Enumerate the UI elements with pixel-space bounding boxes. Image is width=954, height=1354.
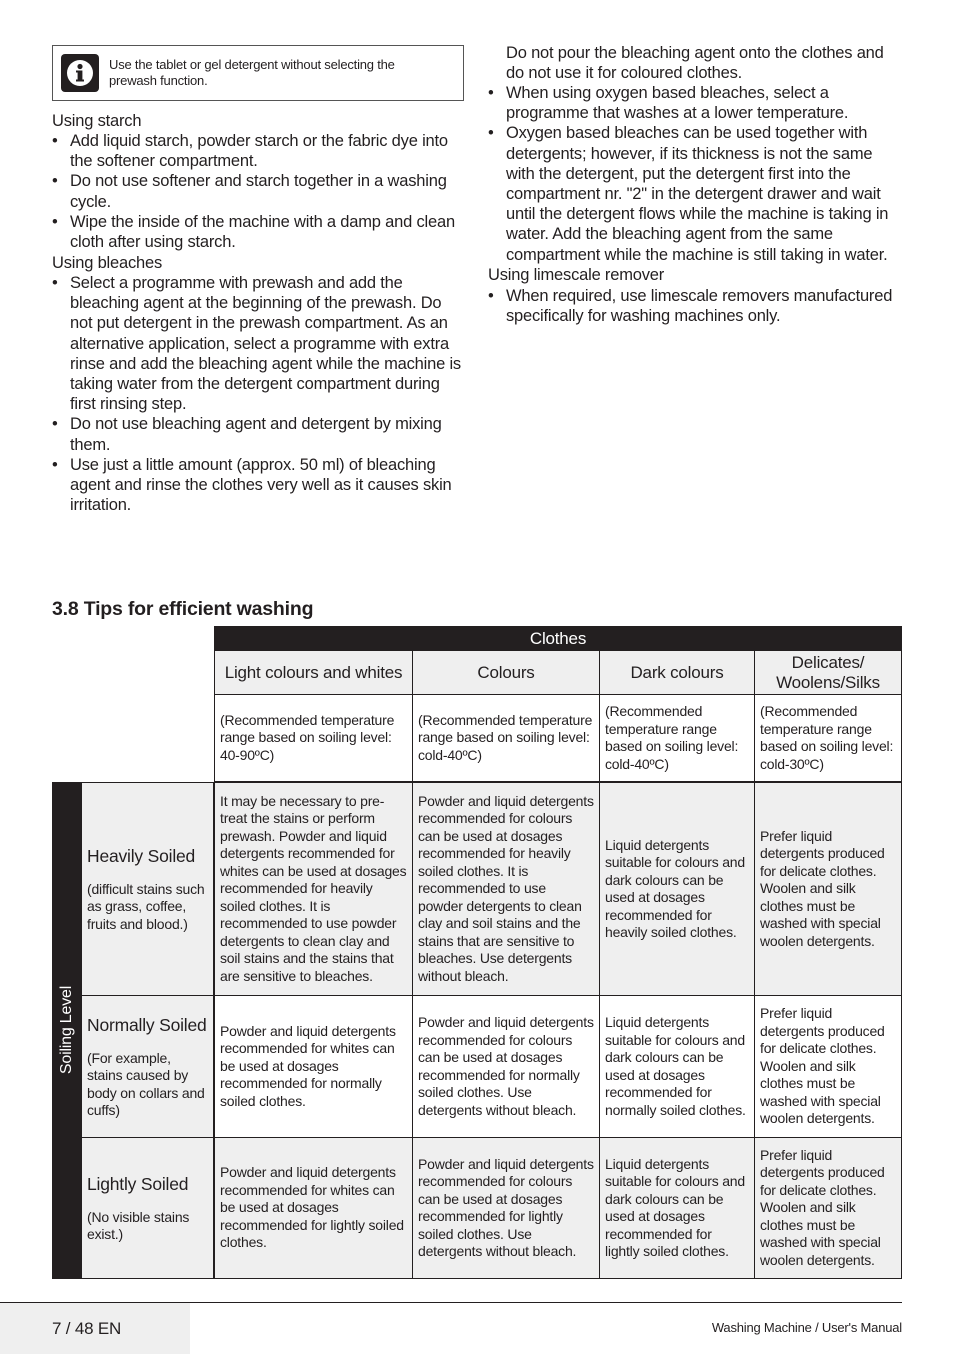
bleaches-heading: Using bleaches — [52, 254, 163, 272]
table-cell: Powder and liquid detergents recommended for whites can be used at dosages recommended for normally soiled clothes. — [214, 996, 413, 1138]
soiling-level-label: Soiling Level — [58, 985, 75, 1075]
list-item: • Select a programme with prewash and add the bleaching agent at the beginning of the prewash. Do not put detergent in the prewash compartment. As an alternative application, select a programme with extra rinse and add the bleaching agent while the machine is taking water from the detergent compartment during first rinsing step. — [52, 273, 466, 414]
column-header: Delicates/ Woolens/Silks — [755, 651, 902, 695]
clothes-header: Clothes — [214, 626, 902, 651]
temperature-cell: (Recommended temperature range based on soiling level: cold-30ºC) — [755, 695, 902, 782]
row-header-heavily-soiled — [82, 782, 214, 996]
row-header-normally-soiled — [82, 996, 214, 1138]
bleaches-list-continued — [488, 83, 904, 265]
list-item: • Do not use bleaching agent and detergent by mixing them. — [52, 414, 466, 454]
table-cell: Liquid detergents suitable for colours and dark colours can be used at dosages recommended for lightly soiled clothes. — [600, 1138, 755, 1279]
table-cell: Powder and liquid detergents recommended for colours can be used at dosages recommended for heavily soiled clothes. It is recommended to use powder detergents to clean clay and soil stains and the stains that are sensitive to bleaches. Use detergents without bleach. — [413, 782, 600, 996]
row-subtitle: (difficult stains such as grass, coffee, fruits and blood.) — [87, 880, 205, 932]
table-cell: Powder and liquid detergents recommended for colours can be used at dosages recommended for lightly soiled clothes. Use detergents without bleach. — [413, 1138, 600, 1279]
temperature-cell: (Recommended temperature range based on soiling level: 40-90ºC) — [214, 695, 413, 782]
row-title: Heavily Soiled — [87, 845, 196, 866]
table-cell: Liquid detergents suitable for colours and dark colours can be used at dosages recommended for heavily soiled clothes. — [600, 782, 755, 996]
limescale-heading: Using limescale remover — [488, 266, 665, 284]
list-item: • When required, use limescale removers manufactured specifically for washing machines only. — [488, 286, 904, 326]
list-item: • Add liquid starch, powder starch or the fabric dye into the softener compartment. — [52, 131, 466, 171]
table-cell: Prefer liquid detergents produced for delicate clothes. Woolen and silk clothes must be washed with special woolen detergents. — [755, 1138, 902, 1279]
row-title: Lightly Soiled — [87, 1173, 189, 1194]
list-item: • Use just a little amount (approx. 50 ml) of bleaching agent and rinse the clothes very well as it causes skin irritation. — [52, 455, 466, 516]
list-item: • Oxygen based bleaches can be used together with detergents; however, if its thickness is not the same with the detergent, put the detergent first into the compartment nr. "2" in the detergent drawer and wait until the detergent flows while the machine is taking in water. Add the bleaching agent from the same compartment while the machine is still taking in water. — [488, 123, 904, 264]
table-cell: Powder and liquid detergents recommended for whites can be used at dosages recommended for lightly soiled clothes. — [214, 1138, 413, 1279]
list-item: • When using oxygen based bleaches, select a programme that washes at a lower temperature. — [488, 83, 904, 123]
list-item: • Do not use softener and starch together in a washing cycle. — [52, 171, 466, 211]
document-title: Washing Machine / User's Manual — [711, 1320, 902, 1335]
limescale-list — [488, 286, 904, 326]
table-cell: Prefer liquid detergents produced for delicate clothes. Woolen and silk clothes must be washed with special woolen detergents. — [755, 996, 902, 1138]
table-cell: Prefer liquid detergents produced for delicate clothes. Woolen and silk clothes must be washed with special woolen detergents. — [755, 782, 902, 996]
table-cell: Liquid detergents suitable for colours and dark colours can be used at dosages recommended for normally soiled clothes. — [600, 996, 755, 1138]
starch-heading: Using starch — [52, 112, 142, 130]
bleaches-continued: Do not pour the bleaching agent onto the clothes and do not use it for coloured clothes. — [506, 44, 884, 83]
info-note — [52, 45, 464, 101]
info-note-text: Use the tablet or gel detergent without selecting the prewash function. — [109, 57, 395, 88]
bleaches-list — [52, 273, 466, 515]
temperature-cell: (Recommended temperature range based on soiling level: cold-40ºC) — [600, 695, 755, 782]
row-title: Normally Soiled — [87, 1014, 207, 1035]
starch-list — [52, 131, 466, 252]
info-icon — [61, 54, 99, 92]
row-subtitle: (No visible stains exist.) — [87, 1208, 190, 1242]
row-header-lightly-soiled — [82, 1138, 214, 1279]
row-subtitle: (For example, stains caused by body on collars and cuffs) — [87, 1049, 205, 1118]
list-item: • Wipe the inside of the machine with a damp and clean cloth after using starch. — [52, 212, 466, 252]
page-number: 7 / 48 EN — [0, 1303, 190, 1354]
table-cell: It may be necessary to pre-treat the stains or perform prewash. Powder and liquid detergents recommended for whites can be used at dosages recommended for heavily soiled clothes. It is recommended to use powder detergents to clean clay and soil stains and the stains that are sensitive to bleaches. — [214, 782, 413, 996]
column-header: Colours — [413, 651, 600, 695]
temperature-cell: (Recommended temperature range based on soiling level: cold-40ºC) — [413, 695, 600, 782]
section-title: 3.8 Tips for efficient washing — [52, 598, 314, 620]
column-header: Light colours and whites — [214, 651, 413, 695]
table-cell: Powder and liquid detergents recommended for colours can be used at dosages recommended for normally soiled clothes. Use detergents without bleach. — [413, 996, 600, 1138]
column-header: Dark colours — [600, 651, 755, 695]
